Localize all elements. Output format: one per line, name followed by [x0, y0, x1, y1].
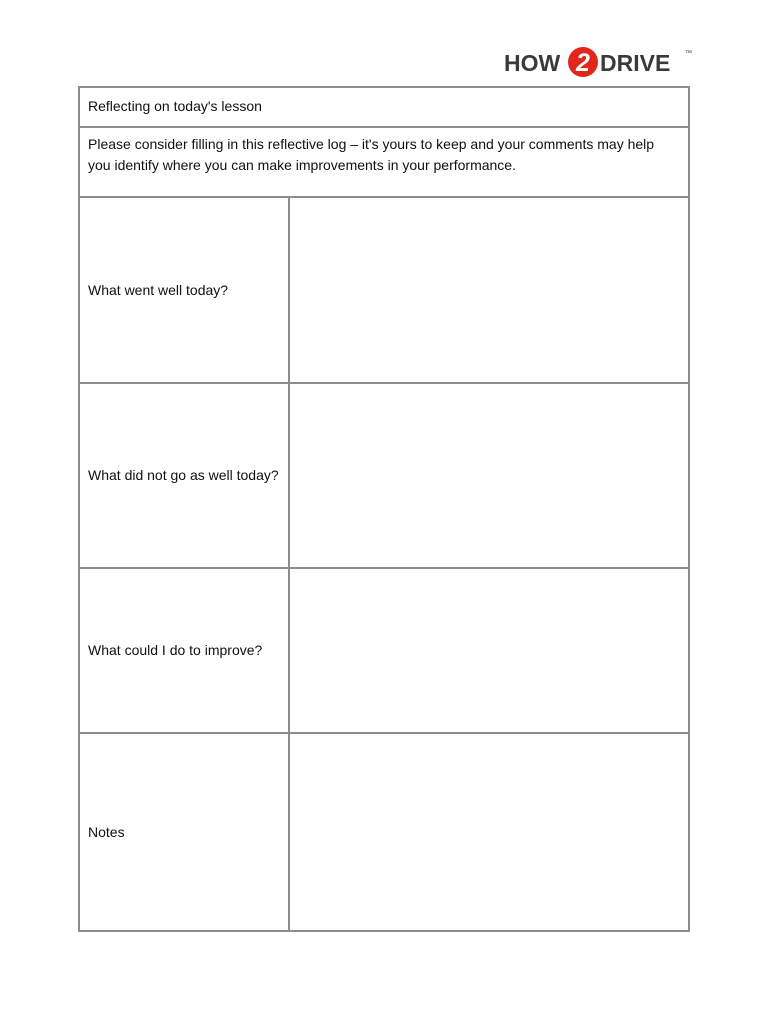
answer-field-went-well[interactable] — [290, 198, 688, 382]
question-row-went-well — [80, 198, 688, 384]
question-label-not-well: What did not go as well today? — [80, 384, 290, 567]
reflective-log-table — [78, 86, 690, 932]
question-row-not-well — [80, 384, 688, 569]
question-label-notes: Notes — [80, 734, 290, 930]
answer-field-improve[interactable] — [290, 569, 688, 732]
question-label-improve: What could I do to improve? — [80, 569, 290, 732]
question-row-improve — [80, 569, 688, 734]
question-label-went-well: What went well today? — [80, 198, 290, 382]
logo-trademark: ™ — [685, 50, 692, 57]
log-intro-text: Please consider filling in this reflective log – it's yours to keep and your comments may help you identify where you can make improvements in your performance. — [80, 128, 688, 198]
question-row-notes — [80, 734, 688, 930]
log-title: Reflecting on today's lesson — [80, 88, 688, 128]
logo-text-drive: DRIVE — [600, 50, 671, 76]
how2drive-logo — [504, 44, 694, 80]
logo-text-how: HOW — [504, 50, 561, 76]
logo-text-two: 2 — [576, 49, 590, 77]
answer-field-not-well[interactable] — [290, 384, 688, 567]
how2drive-logo-mark — [504, 44, 694, 80]
answer-field-notes[interactable] — [290, 734, 688, 930]
